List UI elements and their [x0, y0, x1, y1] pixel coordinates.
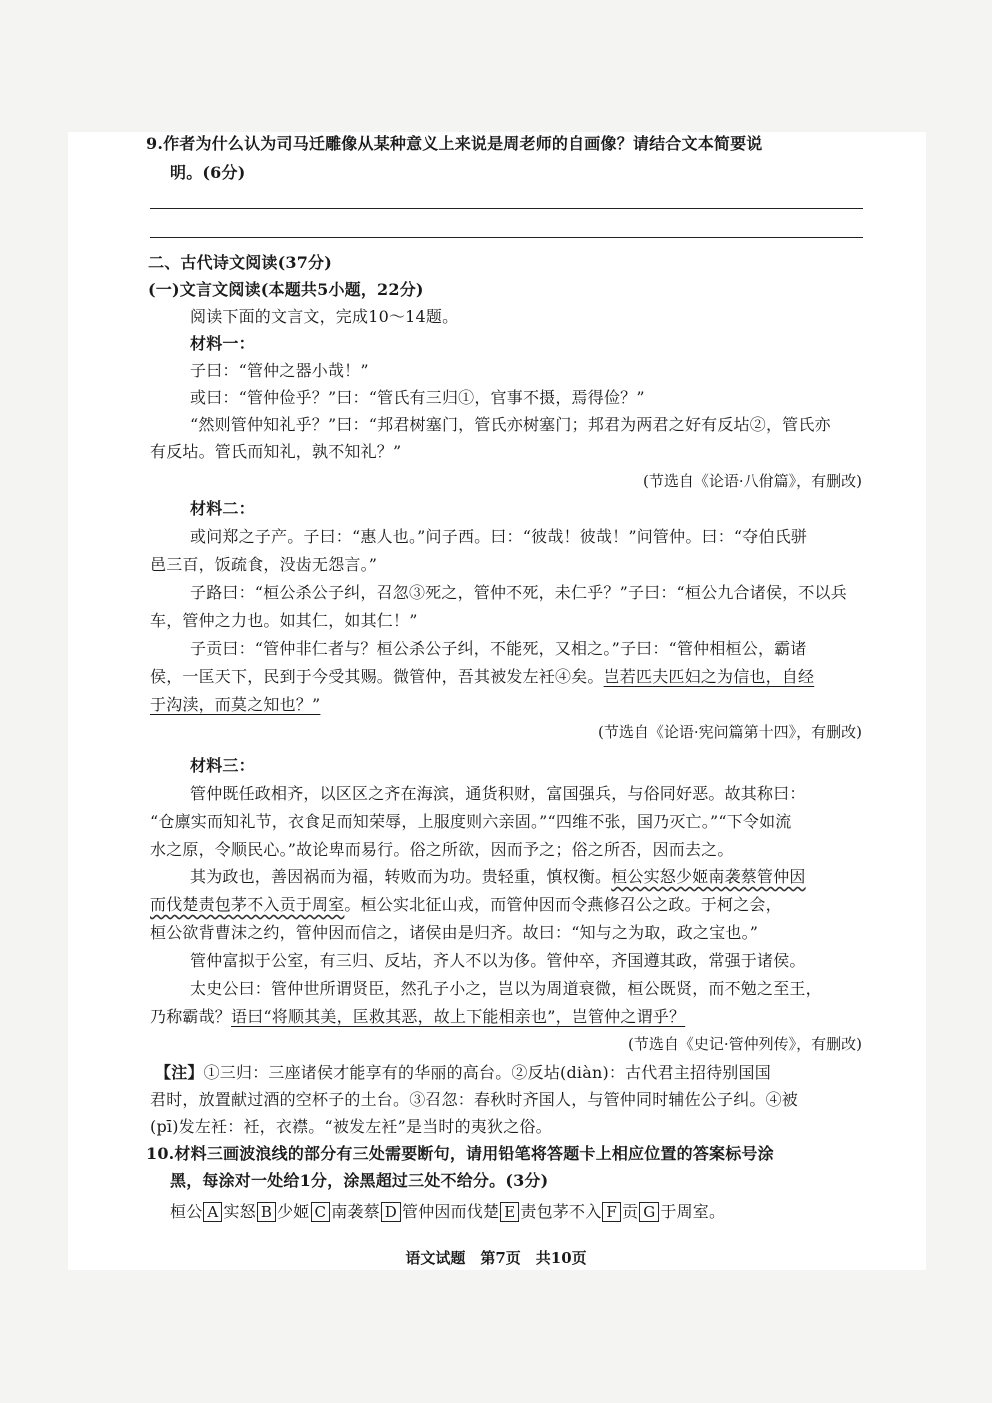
segment-text: 桓公 [170, 1202, 203, 1221]
answer-line-1[interactable] [150, 208, 863, 209]
wavy-segment-1: 桓公实怒少姬南袭蔡管仲因 [611, 867, 806, 886]
answer-box-c[interactable]: C [311, 1202, 331, 1222]
material2-p2a: 子路曰：“桓公杀公子纠，召忽③死之，管仲不死，未仁乎？”子曰：“桓公九合诸侯，不以兵 [190, 583, 847, 602]
material2-p3c [150, 694, 320, 716]
segment-text: 责包茅不入 [520, 1202, 602, 1221]
material1-p3a: “然则管仲知礼乎？”曰：“邦君树塞门，管氏亦树塞门；邦君为两君之好有反坫②，管氏亦 [190, 415, 831, 434]
section-title: 二、古代诗文阅读(37分) [148, 253, 333, 272]
material1-p1: 子曰：“管仲之器小哉！” [190, 361, 369, 380]
q9-line1: 9.作者为什么认为司马迁雕像从某种意义上来说是周老师的自画像？请结合文本简要说 [146, 134, 763, 153]
material3-p4a: 太史公曰：管仲世所谓贤臣，然孔子小之，岂以为周道衰微，桓公既贤，而不勉之至王， [190, 979, 822, 998]
answer-box-f[interactable]: F [602, 1202, 621, 1222]
q10-line2: 黑，每涂对一处给1分，涂黑超过三处不给分。(3分) [170, 1171, 549, 1190]
segment-text: 于周室。 [660, 1202, 726, 1221]
material2-p3a: 子贡曰：“管仲非仁者与？桓公杀公子纠，不能死，又相之。”子曰：“管仲相桓公，霸诸 [190, 639, 807, 658]
notes-l3: (pī)发左衽：衽，衣襟。“被发左衽”是当时的夷狄之俗。 [150, 1117, 552, 1136]
q10-answer-row [170, 1201, 725, 1223]
notes-l2: 君时，放置献过酒的空杯子的土台。③召忽：春秋时齐国人，与管仲同时辅佐公子纠。④被 [150, 1090, 799, 1109]
material1-label: 材料一： [190, 334, 255, 353]
segment-text: 贡 [622, 1202, 639, 1221]
answer-line-2[interactable] [150, 237, 863, 238]
material3-p2a [190, 866, 806, 888]
material2-p1b: 邑三百，饭疏食，没齿无怨言。” [150, 555, 378, 574]
material3-p2b-plain: 。桓公实北征山戎，而管仲因而令燕修召公之政。于柯之会， [344, 895, 782, 914]
material2-underlined-1: 岂若匹夫匹妇之为信也，自经 [603, 667, 815, 686]
segment-text: 南袭蔡 [331, 1202, 380, 1221]
material2-p1a: 或问郑之子产。子曰：“惠人也。”问子西。曰：“彼哉！彼哉！”问管仲。曰：“夺伯氏骈 [190, 527, 808, 546]
material2-label: 材料二： [190, 499, 255, 518]
material3-label: 材料三： [190, 756, 255, 775]
q10-line1: 10.材料三画波浪线的部分有三处需要断句，请用铅笔将答题卡上相应位置的答案标号涂 [146, 1144, 774, 1163]
answer-box-a[interactable]: A [203, 1202, 222, 1222]
segment-text: 少姬 [277, 1202, 310, 1221]
material2-underlined-2: 于沟渎，而莫之知也？” [150, 695, 321, 714]
answer-box-b[interactable]: B [257, 1202, 276, 1222]
material3-p1b: “仓廪实而知礼节，衣食足而知荣辱，上服度则六亲固。”“四维不张，国乃灭亡。”“下令如流 [150, 812, 792, 831]
segment-text: 管仲因而伐楚 [402, 1202, 500, 1221]
material3-source: (节选自《史记·管仲列传》，有删改) [628, 1035, 862, 1053]
material3-p2b [150, 894, 782, 916]
q9-line2: 明。(6分) [170, 163, 246, 182]
material2-source: (节选自《论语·宪问篇第十四》，有删改) [598, 723, 862, 741]
material2-p2b: 车，管仲之力也。如其仁，如其仁！” [150, 611, 418, 630]
material1-source: (节选自《论语·八佾篇》，有删改) [643, 472, 862, 490]
material3-p4b [150, 1006, 685, 1028]
material3-p2a-plain: 其为政也，善因祸而为福，转败而为功。贵轻重，慎权衡。 [190, 867, 612, 886]
material1-p2: 或曰：“管仲俭乎？”曰：“管氏有三归①，官事不摄，焉得俭？” [190, 388, 645, 407]
answer-box-e[interactable]: E [500, 1202, 519, 1222]
notes-l1: ①三归：三座诸侯才能享有的华丽的高台。②反坫(diàn)：古代君主招待别国国 [203, 1063, 771, 1082]
material3-p2c: 桓公欲背曹沫之约，管仲因而信之，诸侯由是归齐。故曰：“知与之为取，政之宝也。” [150, 923, 759, 942]
material3-underlined: 语曰“将顺其美，匡救其恶，故上下能相亲也”，岂管仲之谓乎？ [231, 1007, 686, 1026]
part-title: (一)文言文阅读(本题共5小题，22分) [148, 280, 424, 299]
notes-line1 [155, 1062, 771, 1084]
material2-p3b-plain: 侯，一匡天下，民到于今受其赐。微管仲，吾其被发左衽④矣。 [150, 667, 604, 686]
notes-label: 【注】 [155, 1063, 204, 1082]
material1-p3b: 有反坫。管氏而知礼，孰不知礼？” [150, 442, 402, 461]
segment-text: 实怒 [223, 1202, 256, 1221]
wavy-segment-2: 而伐楚责包茅不入贡于周室 [150, 895, 345, 914]
answer-box-g[interactable]: G [639, 1202, 659, 1222]
material3-p4b-plain: 乃称霸哉？ [150, 1007, 232, 1026]
material2-p3b [150, 666, 814, 688]
instruction: 阅读下面的文言文，完成10～14题。 [190, 307, 459, 326]
answer-box-d[interactable]: D [381, 1202, 401, 1222]
page-footer: 语文试题 第7页 共10页 [405, 1249, 587, 1267]
material3-p3: 管仲富拟于公室，有三归、反坫，齐人不以为侈。管仲卒，齐国遵其政，常强于诸侯。 [190, 951, 806, 970]
material3-p1a: 管仲既任政相齐，以区区之齐在海滨，通货积财，富国强兵，与俗同好恶。故其称曰： [190, 784, 806, 803]
material3-p1c: 水之原，令顺民心。”故论卑而易行。俗之所欲，因而予之；俗之所否，因而去之。 [150, 840, 734, 859]
